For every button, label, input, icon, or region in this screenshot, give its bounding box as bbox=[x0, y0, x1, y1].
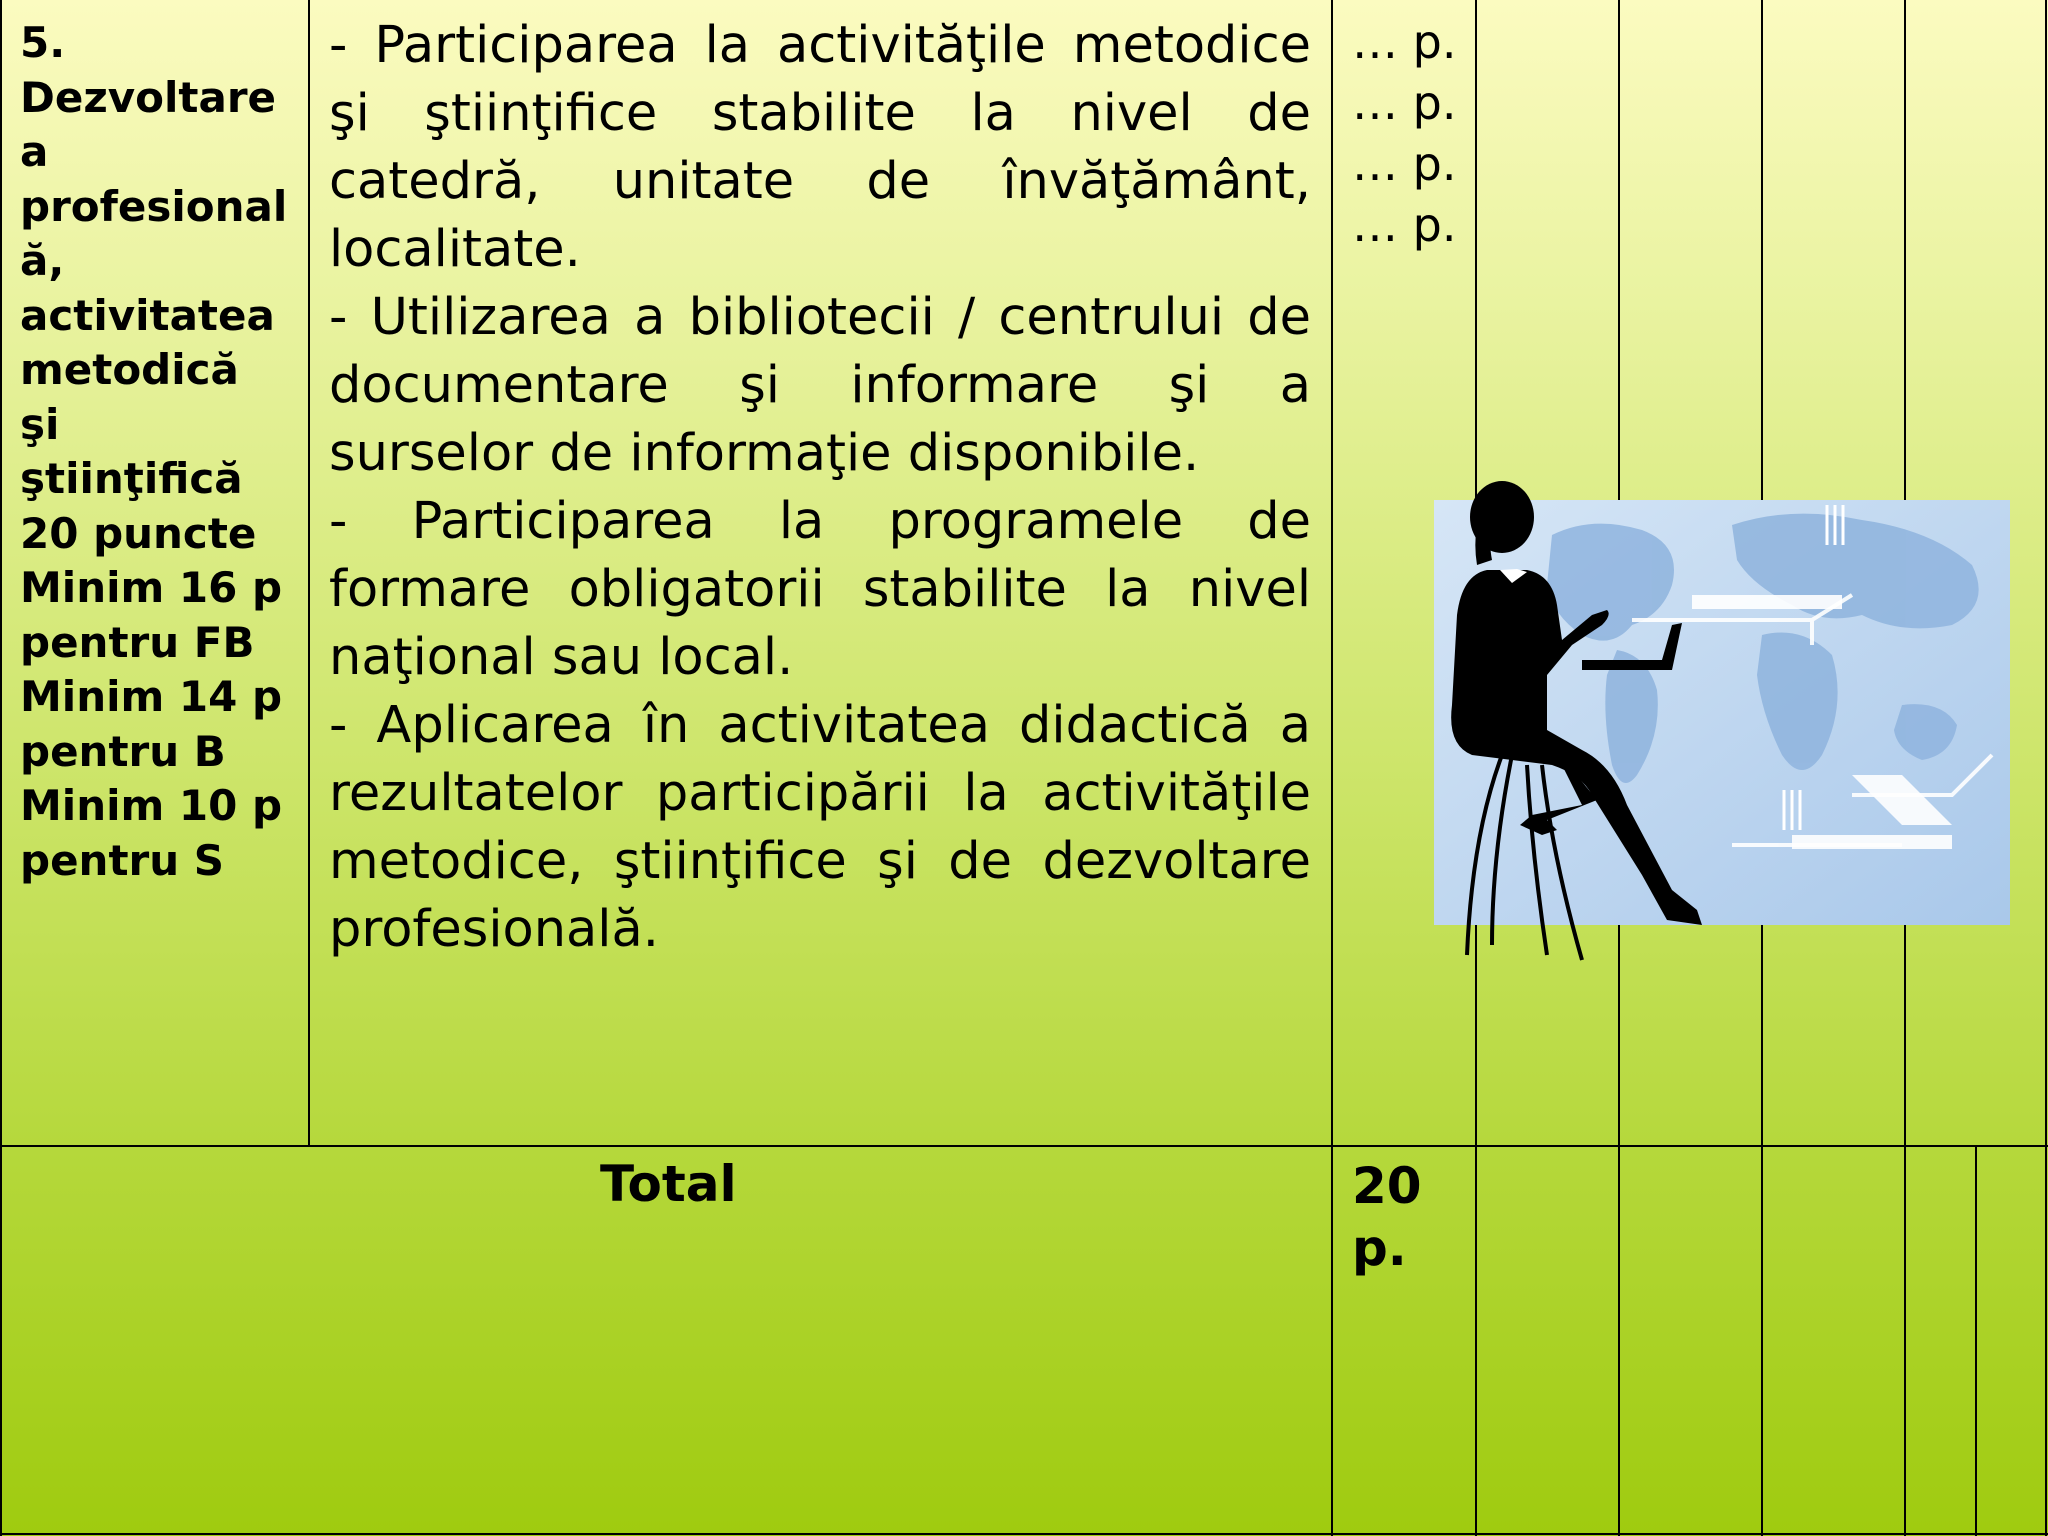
criterion-line: Minim 16 p bbox=[20, 563, 283, 612]
total-value-unit: p. bbox=[1352, 1219, 1407, 1277]
criterion-line: pentru FB bbox=[20, 617, 255, 667]
criterion-line: activitatea bbox=[20, 290, 275, 340]
description-item: - Utilizarea a bibliotecii / centrului de documentare şi informare şi a surselor de informaţie disponibile. bbox=[329, 288, 1311, 483]
table-border-bottom bbox=[0, 1533, 2048, 1535]
table-border-left bbox=[0, 0, 2, 1536]
criterion-line: ştiinţifică bbox=[20, 454, 243, 503]
criterion-line: a bbox=[20, 127, 49, 176]
criterion-line: Minim 10 p bbox=[20, 781, 283, 830]
points-entry: … p. bbox=[1352, 76, 1457, 130]
criterion-line: 20 puncte bbox=[20, 508, 257, 558]
criterion-line: Minim 14 p bbox=[20, 672, 283, 721]
table-border-right bbox=[2045, 0, 2047, 1536]
criterion-line: 5. bbox=[20, 18, 66, 67]
table-divider-description bbox=[1331, 0, 1333, 1536]
criterion-cell bbox=[20, 16, 292, 888]
points-entry: … p. bbox=[1352, 137, 1457, 191]
total-value-number: 20 bbox=[1352, 1157, 1422, 1215]
criterion-line: profesional bbox=[20, 181, 288, 231]
description-cell bbox=[329, 12, 1311, 964]
businesswoman-laptop-clipart bbox=[1432, 475, 2010, 965]
points-entry: … p. bbox=[1352, 198, 1457, 252]
total-label: Total bbox=[600, 1155, 737, 1213]
table-divider-col-e bbox=[1975, 1146, 1977, 1536]
criterion-line: pentru S bbox=[20, 835, 225, 885]
criterion-line: pentru B bbox=[20, 726, 226, 776]
criterion-line: ă, bbox=[20, 236, 65, 285]
criterion-line: metodică şi bbox=[20, 345, 239, 449]
points-entry: … p. bbox=[1352, 15, 1457, 69]
table-divider-criterion bbox=[308, 0, 310, 1146]
description-item: - Aplicarea în activitatea didactică a rezultatelor participării la activităţile metodice, ştiinţifice şi de dezvoltare profesională. bbox=[329, 696, 1311, 959]
points-cell bbox=[1352, 12, 1456, 256]
description-item: - Participarea la programele de formare obligatorii stabilite la nivel naţional sau local. bbox=[329, 492, 1311, 687]
table-row-divider bbox=[0, 1145, 2048, 1147]
total-value bbox=[1352, 1155, 1422, 1279]
criterion-line: Dezvoltare bbox=[20, 72, 277, 122]
description-item: - Participarea la activităţile metodice şi ştiinţifice stabilite la nivel de catedră, unitate de învăţământ, localitate. bbox=[329, 16, 1311, 279]
